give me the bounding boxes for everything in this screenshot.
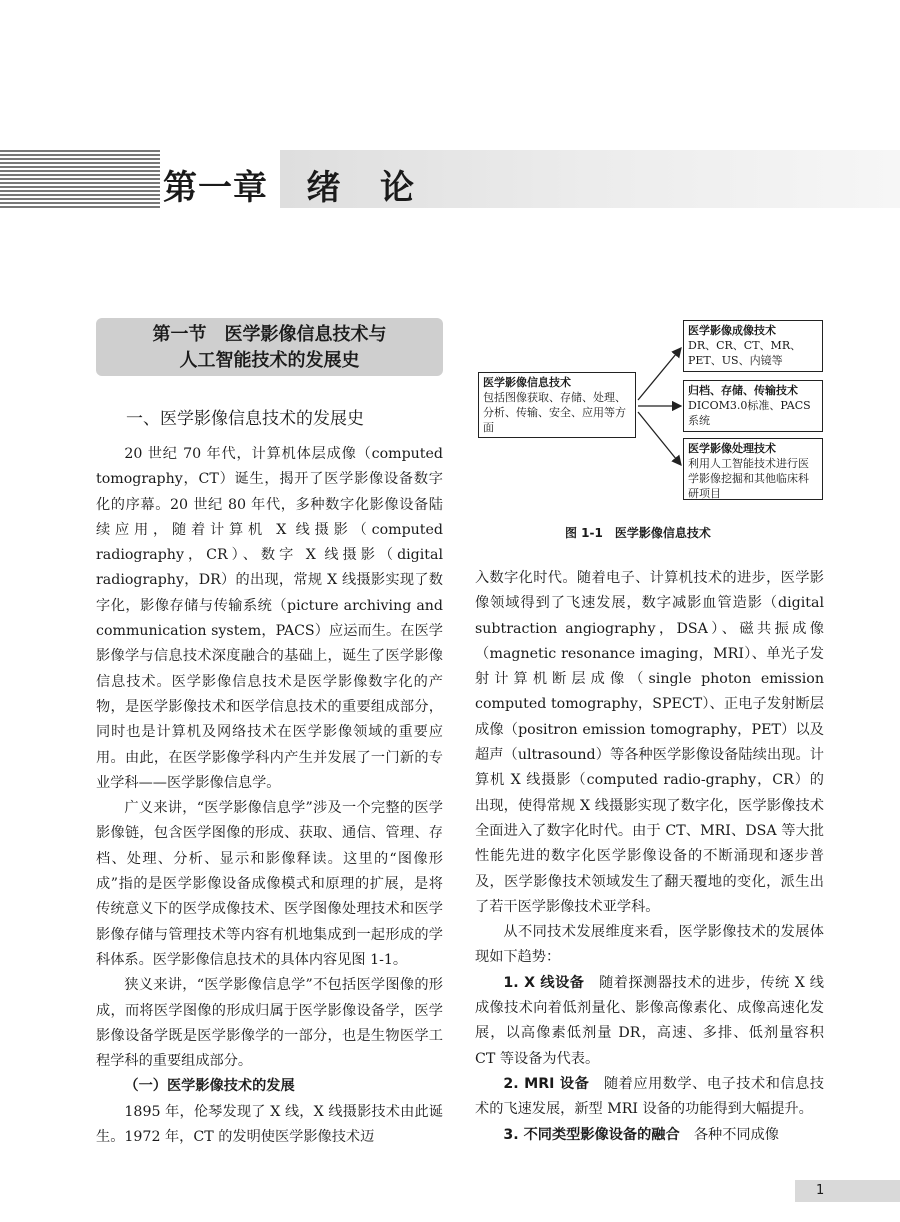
arrow-to-processing [638,412,681,465]
section-heading [96,318,443,376]
processing-box-text: 利用人工智能技术进行医学影像挖掘和其他临床科研项目 [688,457,809,500]
left-column [96,442,443,1150]
subsection-heading: （一）医学影像技术的发展 [124,1078,295,1095]
imaging-box-text: DR、CR、CT、MR、PET、US、内镜等 [688,339,802,367]
item-text: 随着探测器技术的进步，传统 X 线成像技术向着低剂量化、影像高像素化、成像高速化发展，以高像素低剂量 DR，高速、多排、低剂量容积 CT 等设备为代表。 [475,974,824,1067]
numbered-paragraph [475,1072,824,1123]
right-column [475,566,824,1148]
item-lead: 3. 不同类型影像设备的融合 [503,1126,680,1143]
paragraph: 从不同技术发展维度来看，医学影像技术的发展体现如下趋势： [475,924,824,966]
main-box-text: 包括图像获取、存储、处理、分析、传输、安全、应用等方面 [483,391,626,434]
numbered-paragraph [475,971,824,1072]
chapter-title: 第一章 绪 论 [163,168,416,208]
subsection-title: 一、医学影像信息技术的发展史 [126,409,364,429]
chapter-header [0,150,900,208]
page-number-tab [795,1180,900,1202]
imaging-box-title: 医学影像成像技术 [688,324,776,337]
archiving-box [683,380,823,432]
page-number: 1 [816,1183,825,1198]
figure-caption: 图 1-1 医学影像信息技术 [565,526,711,540]
section-title-line2: 人工智能技术的发展史 [179,350,360,371]
header-stripes [0,150,160,208]
imaging-box [683,320,823,372]
item-lead: 1. X 线设备 [503,974,585,991]
paragraph: 20 世纪 70 年代，计算机体层成像（computed tomography，CT）诞生，揭开了医学影像设备数字化的序幕。20 世纪 80 年代，多种数字化影像设备陆续应用，随着计算机 X 线摄影（computed radiography，CR）、数字 X 线摄影（digital radiography，DR）的出现，常规 X 线摄影实现了数字化，影像存储与传输系统（picture archiving and communication system，PACS）应运而生。在医学影像学与信息技术深度融合的基础上，诞生了医学影像信息技术。医学影像信息技术是医学影像数字化的产物，是医学影像技术和医学信息技术的重要组成部分，同时也是计算机及网络技术在医学影像领域的重要应用。由此，在医学影像学科内产生并发展了一门新的专业学科——医学影像信息学。 [96,446,443,791]
main-box [478,372,636,438]
paragraph: 1895 年，伦琴发现了 X 线，X 线摄影技术由此诞生。1972 年，CT 的发明使医学影像技术迈 [96,1103,443,1146]
item-lead: 2. MRI 设备 [503,1075,590,1092]
archiving-box-title: 归档、存储、传输技术 [688,384,798,397]
section-title-line1: 第一节 医学影像信息技术与 [152,324,387,345]
paragraph: 狭义来讲，“医学影像信息学”不包括医学图像的形成，而将医学图像的形成归属于医学影像设备学，医学影像设备学既是医学影像学的一部分，也是生物医学工程学科的重要组成部分。 [96,977,443,1070]
item-text: 各种不同成像 [679,1126,779,1143]
main-box-title: 医学影像信息技术 [483,376,571,389]
processing-box-title: 医学影像处理技术 [688,442,776,455]
archiving-box-text: DICOM3.0标准、PACS系统 [688,399,811,427]
figure-diagram [478,320,828,500]
processing-box [683,438,823,500]
numbered-paragraph [475,1123,824,1148]
item-text: 随着应用数学、电子技术和信息技术的飞速发展，新型 MRI 设备的功能得到大幅提升。 [475,1075,824,1118]
paragraph: 广义来讲，“医学影像信息学”涉及一个完整的医学影像链，包含医学图像的形成、获取、通信、管理、存档、处理、分析、显示和影像释读。这里的“图像形成”指的是医学影像设备成像模式和原理的扩展，是将传统意义下的医学成像技术、医学图像处理技术和医学影像存储与管理技术等内容有机地集成到一起形成的学科体系。医学影像信息技术的具体内容见图 1-1。 [96,800,443,968]
arrow-to-imaging [638,348,681,400]
paragraph: 入数字化时代。随着电子、计算机技术的进步，医学影像领域得到了飞速发展，数字减影血管造影（digital subtraction angiography，DSA）、磁共振成像（magnetic resonance imaging，MRI）、单光子发射计算机断层成像（single photon emission computed tomography，SPECT）、正电子发射断层成像（positron emission tomography，PET）以及超声（ultrasound）等各种医学影像设备陆续出现。计算机 X 线摄影（computed radio-graphy，CR）的出现，使得常规 X 线摄影实现了数字化，医学影像技术全面进入了数字化时代。由于 CT、MRI、DSA 等大批性能先进的数字化医学影像设备的不断涌现和逐步普及，医学影像技术领域发生了翻天覆地的变化，派生出了若干医学影像技术亚学科。 [475,570,824,915]
